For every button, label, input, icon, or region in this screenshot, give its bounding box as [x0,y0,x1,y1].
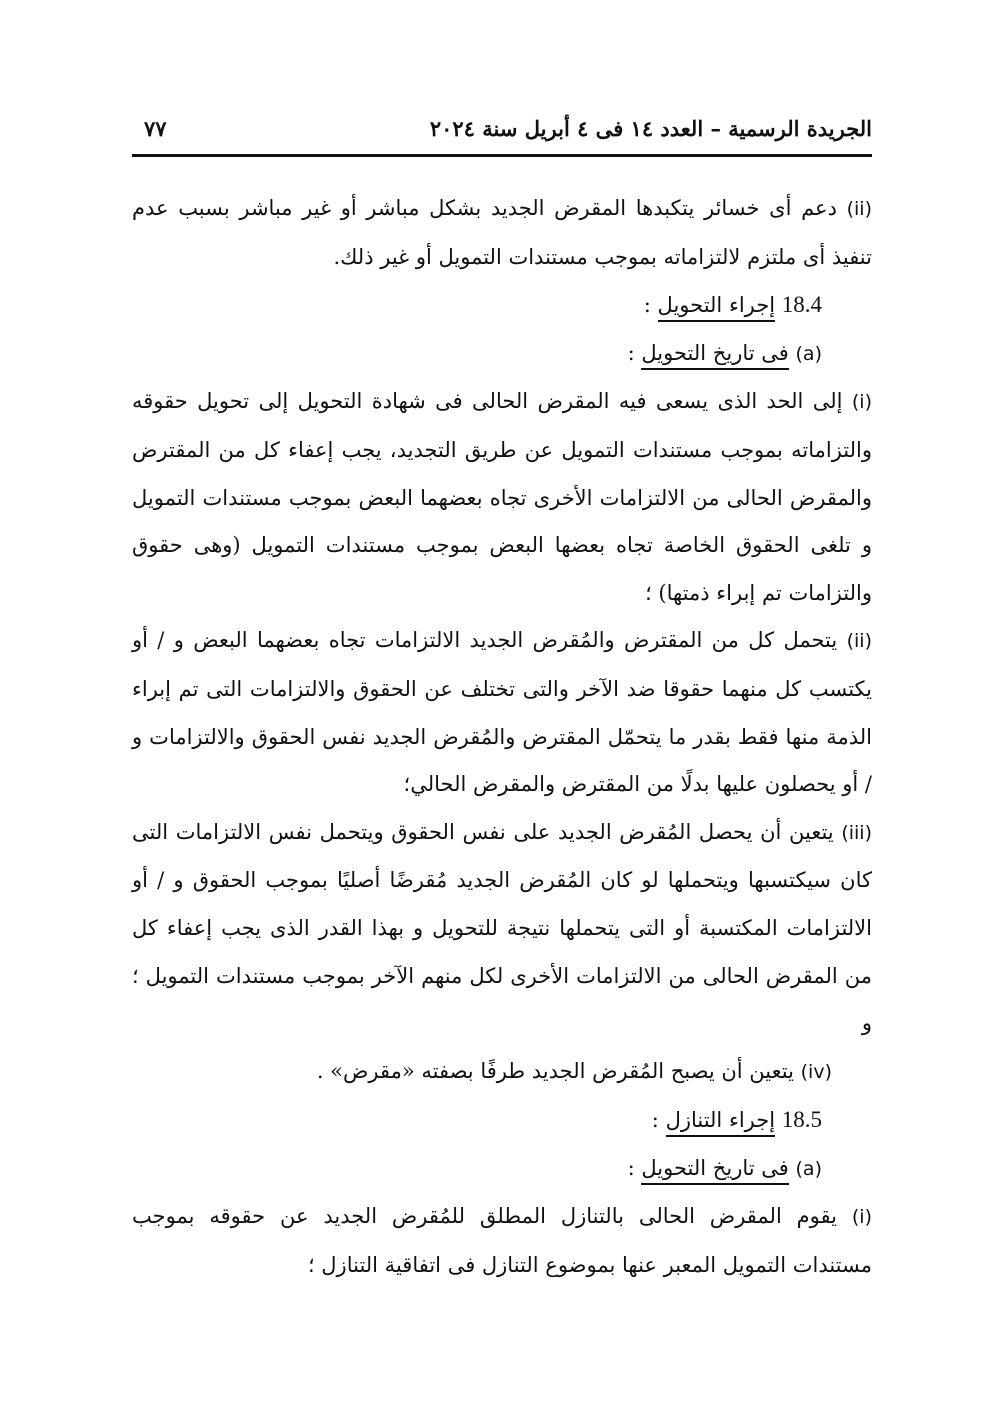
section-number: 18.5 [781,1107,822,1133]
heading-colon: : [651,1108,666,1133]
section-title: إجراء التحويل [658,293,776,322]
paragraph-iii-new-lender-rights [132,809,872,1048]
page-header [132,108,872,157]
heading-colon: : [643,293,658,318]
clause-marker: (i) [851,1206,872,1229]
paragraph-ii-support-losses [132,185,872,281]
subheading-title: فى تاريخ التحويل [641,341,788,370]
paragraph-i-release [132,378,872,617]
clause-marker: (a) [795,1157,822,1180]
paragraph-i-assignment [132,1193,872,1289]
paragraph-text: يتحمل كل من المقترض والمُقرض الجديد الالتزامات تجاه بعضهما البعض و / أو يكتسب كل منهما حقوقا ضد الآخر والتى تختلف عن الحقوق والالتزامات التى تم إبراء الذمة منها فقط بقدر ما يتحمّل المقترض والمُقرض الجديد نفس الحقوق والالتزامات و / أو يحصلون عليها بدلًا من المقترض والمقرض الحالي؛ [132,628,872,797]
clause-marker: (ii) [846,630,872,653]
paragraph-text: إلى الحد الذى يسعى فيه المقرض الحالى فى شهادة التحويل إلى تحويل حقوقه والتزاماته بموجب مستندات التمويل عن طريق التجديد، يجب إعفاء كل من المقترض والمقرض الحالى من الالتزامات الأخرى تجاه بعضهما البعض بموجب مستندات التمويل و تلغى الحقوق الخاصة تجاه بعضها البعض بموجب مستندات التمويل (وهى حقوق والتزامات تم إبراء ذمتها) ؛ [132,389,872,605]
document-body [132,185,872,1290]
subheading-title: فى تاريخ التحويل [641,1156,788,1185]
paragraph-iv-become-party [92,1048,872,1097]
paragraph-ii-assume-obligations [132,617,872,808]
page-number: ٧٧ [144,116,167,141]
subheading-a-transfer-date-2 [132,1145,872,1194]
paragraph-text: يتعين أن يصبح المُقرض الجديد طرفًا بصفته «مقرض» . [316,1058,794,1083]
section-number: 18.4 [781,292,822,318]
paragraph-text: يقوم المقرض الحالى بالتنازل المطلق للمُقرض الجديد عن حقوقه بموجب مستندات التمويل المعبر عنها بموضوع التنازل فى اتفاقية التنازل ؛ [132,1204,872,1278]
paragraph-text: دعم أى خسائر يتكبدها المقرض الجديد بشكل مباشر أو غير مباشر بسبب عدم تنفيذ أى ملتزم لالتزاماته بموجب مستندات التمويل أو غير ذلك. [132,196,872,269]
subheading-a-transfer-date [132,330,872,379]
paragraph-text: يتعين أن يحصل المُقرض الجديد على نفس الحقوق ويتحمل نفس الالتزامات التى كان سيكتسبها ويتحملها لو كان المُقرض الجديد مُقرضًا أصليًا بموجب الحقوق و / أو الالتزامات المكتسبة أو التى يتحملها نتيجة للتحويل و بهذا القدر الذى يجب إعفاء كل من المقرض الحالى من الالتزامات الأخرى لكل منهم الآخر بموجب مستندات التمويل ؛ و [132,819,872,1036]
gazette-title: الجريدة الرسمية – العدد ١٤ فى ٤ أبريل سنة ٢٠٢٤ [429,116,872,141]
heading-colon: : [627,1155,642,1180]
section-heading-18-4 [132,281,872,330]
clause-marker: (ii) [846,198,872,220]
clause-marker: (iii) [841,821,872,844]
section-heading-18-5 [132,1096,872,1145]
document-page [132,108,872,1290]
section-title: إجراء التنازل [666,1108,776,1137]
heading-colon: : [627,340,642,365]
clause-marker: (iv) [800,1060,832,1083]
clause-marker: (i) [851,391,872,414]
clause-marker: (a) [795,342,822,365]
